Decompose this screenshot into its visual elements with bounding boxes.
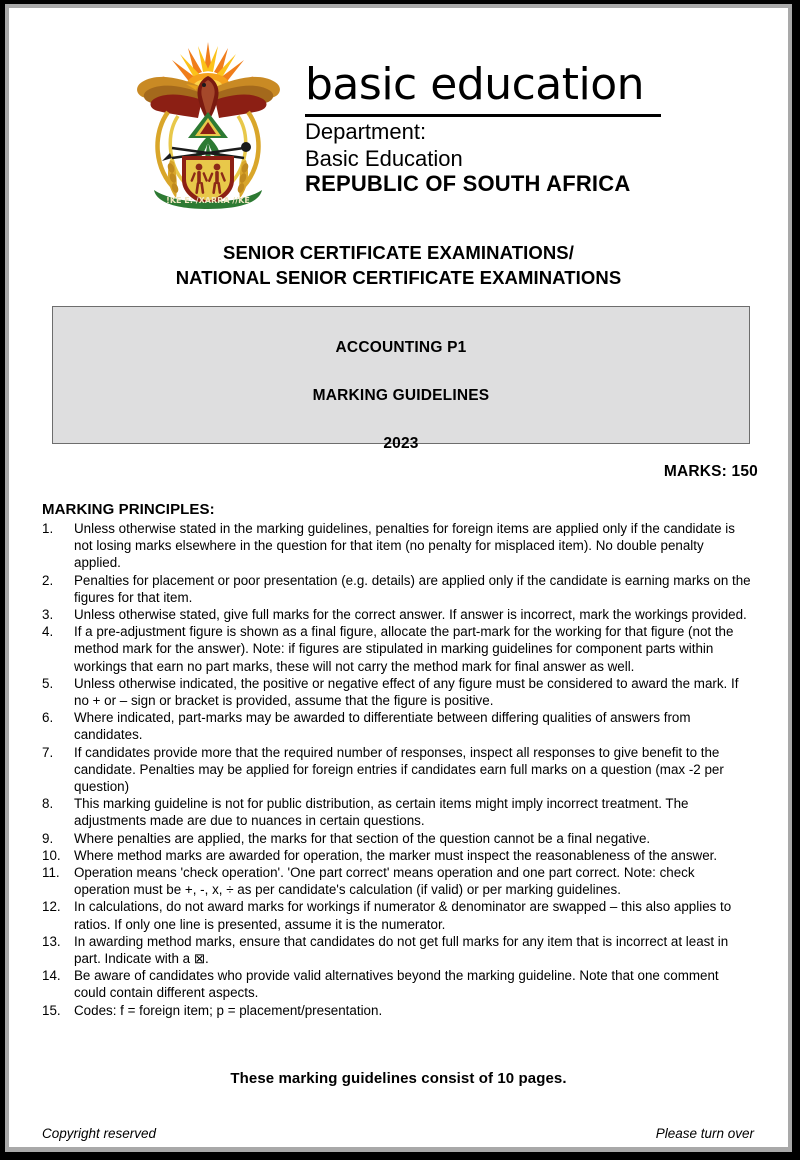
marking-principle-item <box>42 864 754 898</box>
marking-principle-text: Be aware of candidates who provide valid alternatives beyond the marking guideline. Note that one comment could contain different aspects. <box>74 968 719 1001</box>
total-marks: MARKS: 150 <box>663 463 758 480</box>
marking-principle-item <box>42 933 754 967</box>
marking-principle-number: 4. <box>42 624 54 640</box>
marking-principle-text: If a pre-adjustment figure is shown as a final figure, allocate the part-mark for the working for that figure (not the method mark for the answer). Note: if figures are stipulated in marking guidelines for component parts within workings that earn no part marks, these will not carry the method mark for final answer as well. <box>74 624 734 674</box>
marking-principle-text: Operation means 'check operation'. 'One part correct' means operation and one part correct. Note: check operation must be +, -, x, ÷ as per candidate's calculation (if valid) or per marking guidelines. <box>74 865 695 898</box>
exam-heading-line-1: SENIOR CERTIFICATE EXAMINATIONS/ <box>223 242 574 263</box>
logo-department-label: Department: <box>305 119 427 144</box>
exam-year: 2023 <box>383 435 419 452</box>
marking-principle-number: 6. <box>42 710 54 726</box>
marking-principle-item <box>42 830 754 847</box>
logo-brand-text: basic education <box>305 59 645 110</box>
marking-principle-text: Unless otherwise stated in the marking guidelines, penalties for foreign items are applied only if the candidate is not losing marks elsewhere in the question for that item (no penalty for misplaced item). No double penalty applied. <box>74 521 735 571</box>
marking-principle-text: Unless otherwise stated, give full marks for the correct answer. If answer is incorrect, mark the workings provided. <box>74 607 747 623</box>
logo-underline <box>305 114 661 117</box>
exam-subject: ACCOUNTING P1 <box>335 339 467 356</box>
exam-heading <box>9 240 788 290</box>
marking-principle-text: If candidates provide more that the required number of responses, inspect all responses to give benefit to the candidate. Penalties may be applied for foreign entries if candidates earn full marks on a question (max -2 per question) <box>74 744 724 795</box>
marking-principle-text: Unless otherwise indicated, the positive or negative effect of any figure must be considered to award the mark. If no + or – sign or bracket is provided, assume that the figure is positive. <box>74 675 739 709</box>
marking-principle-number: 12. <box>42 899 61 915</box>
exam-document-type: MARKING GUIDELINES <box>312 387 490 404</box>
footer-turn-over: Please turn over <box>655 1126 754 1141</box>
marking-principles-title: MARKING PRINCIPLES: <box>42 501 215 518</box>
marking-principle-text: This marking guideline is not for public distribution, as certain items might imply incorrect treatment. The adjustments made are due to nuances in certain questions. <box>74 796 689 829</box>
marking-principle-item <box>42 623 754 675</box>
marking-principle-item <box>42 744 754 796</box>
page-count-note: These marking guidelines consist of 10 pages. <box>230 1070 567 1087</box>
marking-principle-number: 14. <box>42 968 61 984</box>
marking-principle-number: 7. <box>42 744 54 760</box>
marking-principle-text: In calculations, do not award marks for workings if numerator & denominator are swapped – this also applies to ratios. If only one line is presented, assume it is the numerator. <box>74 899 732 932</box>
marking-principle-number: 8. <box>42 796 54 812</box>
marking-principle-item <box>42 572 754 606</box>
exam-title-box <box>52 306 750 452</box>
document-page <box>9 8 788 1147</box>
marking-principle-number: 5. <box>42 675 54 691</box>
logo-department-name: Basic Education <box>305 146 463 171</box>
coat-of-arms-icon <box>126 30 291 210</box>
department-logo <box>305 60 665 197</box>
exam-heading-line-2: NATIONAL SENIOR CERTIFICATE EXAMINATIONS <box>175 267 622 288</box>
marking-principle-number: 2. <box>42 572 54 588</box>
marking-principle-item <box>42 847 754 864</box>
marking-principle-number: 1. <box>42 521 54 536</box>
logo-country-name: REPUBLIC OF SOUTH AFRICA <box>305 171 631 196</box>
marking-principle-text: Penalties for placement or poor presentation (e.g. details) are applied only if the candidate is earning marks on the figures for that item. <box>74 572 751 605</box>
marking-principle-item <box>42 709 754 743</box>
marking-principle-number: 13. <box>42 933 61 949</box>
marking-principle-number: 9. <box>42 830 54 846</box>
marking-principle-item <box>42 1002 754 1019</box>
marking-principle-text: Codes: f = foreign item; p = placement/presentation. <box>74 1002 383 1018</box>
marking-principle-item <box>42 967 754 1001</box>
masthead <box>9 8 788 216</box>
marking-principle-item <box>42 675 754 709</box>
footer-copyright: Copyright reserved <box>42 1126 157 1141</box>
marking-principle-item <box>42 898 754 932</box>
marking-principle-text: Where method marks are awarded for operation, the marker must inspect the reasonableness of the answer. <box>74 847 718 863</box>
marking-principle-item <box>42 606 754 623</box>
marking-principle-text: Where indicated, part-marks may be awarded to differentiate between differing qualities of answers from candidates. <box>74 710 691 743</box>
marking-principle-item <box>42 795 754 829</box>
marking-principle-number: 10. <box>42 847 61 863</box>
page-footer <box>42 1126 754 1141</box>
marking-principles-list <box>42 520 754 1019</box>
marking-principle-number: 15. <box>42 1002 61 1018</box>
coat-of-arms-motto: !KE E: /XARRA //KE <box>166 196 250 205</box>
marking-principle-number: 3. <box>42 607 54 623</box>
marking-principle-item <box>42 520 754 572</box>
marking-principle-text: Where penalties are applied, the marks for that section of the question cannot be a final negative. <box>74 830 651 846</box>
marking-principle-text: In awarding method marks, ensure that candidates do not get full marks for any item that is incorrect at least in part. Indicate with a ⊠. <box>74 933 729 967</box>
marking-principle-number: 11. <box>42 865 60 881</box>
